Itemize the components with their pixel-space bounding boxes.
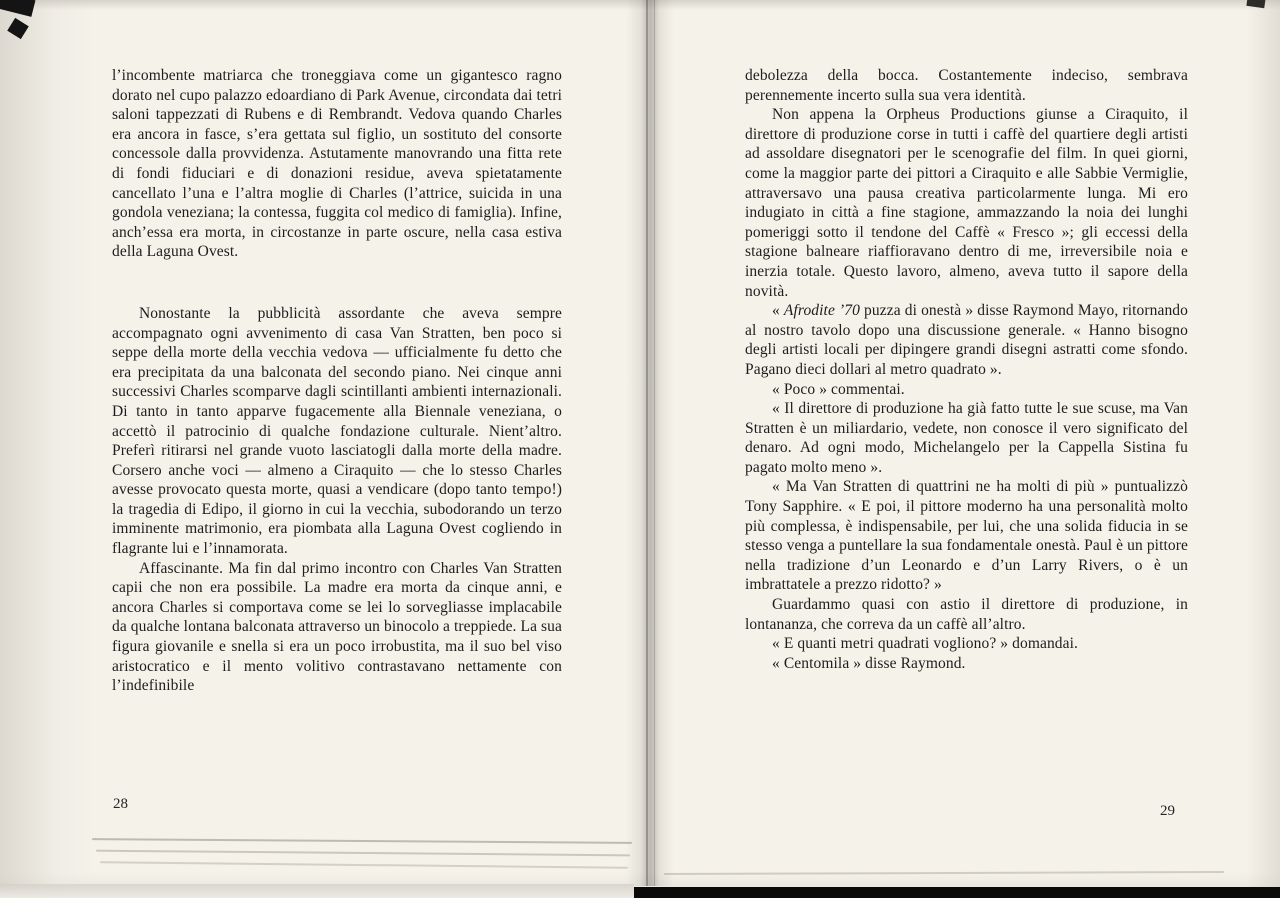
left-page-text [112,66,562,696]
left-page-number: 28 [113,796,128,812]
book-gutter-shadow [626,0,674,886]
right-page-number: 29 [1160,803,1175,819]
paragraph: l’incombente matriarca che troneggiava come un gigantesco ragno dorato nel cupo palazzo edoardiano di Park Avenue, circondata dai tetri saloni tappezzati di Rubens e di Rembrandt. Vedova quando Charles era ancora in fasce, s’era gettata sul figlio, un sostituto del consorte concessole dalla provvidenza. Astutamente manovrando una fitta rete di fondi fiduciari e di donazioni residue, aveva spietatamente cancellato l’una e l’altra moglie di Charles (l’attrice, suicida in una gondola veneziana; la contessa, fuggita col medico di famiglia). Infine, anch’essa era morta, in circostanze in parte oscure, nella casa estiva della Laguna Ovest. [112,67,562,261]
paragraph: Guardammo quasi con astio il direttore di produzione, in lontananza, che correva da un caffè all’altro. [745,596,1188,633]
paragraph: Non appena la Orpheus Productions giunse a Ciraquito, il direttore di produzione corse in tutti i caffè del quartiere degli artisti ad assoldare disegnatori per le scenografie del film. In quei giorni, come la maggior parte dei pittori a Ciraquito e alle Sabbie Vermiglie, attraversavo una pausa creativa particolarmente lunga. Mi ero indugiato in città a fine stagione, ammazzando la noia dei lunghi pomeriggi sotto il tendone del Caffè « Fresco »; gli eccessi della stagione balneare riaffioravano dentro di me, irreversibile noia e inerzia totale. Questo lavoro, almeno, aveva tutto il sapore della novità. [745,106,1188,300]
scan-artifact-corner-mark [7,18,29,39]
paragraph: « Poco » commentai. [772,380,905,398]
paragraph [745,301,1188,379]
paragraph: Nonostante la pubblicità assordante che aveva sempre accompagnato ogni avvenimento di casa Van Stratten, ben poco si seppe della morte della vecchia vedova — ufficialmente fu detto che era precipitata da una balconata del secondo piano. Nei cinque anni successivi Charles scomparve dagli scintillanti ambienti internazionali. Di tanto in tanto apparve fugacemente alla Biennale veneziana, o accettò il patrocinio di qualche fondazione culturale. Nient’altro. Preferì ritirarsi nel grande vuoto lasciatogli dalla morte della madre. Corsero anche voci — almeno a Ciraquito — che lo stesso Charles avesse provocato questa morte, quasi a vendicare (dopo tanto tempo!) la tragedia di Edipo, il giorno in cui la vecchia, subodorando un terzo imminente matrimonio, era piombata alla Laguna Ovest cogliendo in flagrante lui e l’innamorata. [112,304,562,558]
italic-title-text: Afrodite ’70 [783,302,860,320]
right-page-text [745,66,1188,673]
paragraph: « Ma Van Stratten di quattrini ne ha molti di più » puntualizzò Tony Sapphire. « E poi, il pittore moderno ha una personalità molto più complessa, è indispensabile, per lui, che una solida fiducia in se stesso venga a puntellare la sua fondamentale onestà. Paul è un pittore nella tradizione d’un Leonardo e d’un Larry Rivers, o è un imbrattatele a prezzo ridotto? » [745,478,1188,594]
scanner-bed-black-bar [634,887,1280,898]
paragraph-text: « [772,302,784,320]
paragraph: « Centomila » disse Raymond. [772,654,966,672]
gutter-crease-line [646,0,648,886]
scan-artifact-corner-mark [0,0,35,17]
paragraph: debolezza della bocca. Costantemente indeciso, sembrava perennemente incerto sulla sua vera identità. [745,67,1188,104]
gutter-crease-line [654,0,655,886]
paragraph: Affascinante. Ma fin dal primo incontro con Charles Van Stratten capii che non era possibile. La madre era morta da cinque anni, e ancora Charles si comportava come se lei lo sorvegliasse implacabile da qualche lontana balconata attraverso un binocolo a treppiede. La sua figura giovanile e snella si era un poco irrobustita, ma il suo bel viso aristocratico e il mento volitivo contrastavano nettamente con l’indefinibile [112,559,562,695]
paragraph: « E quanti metri quadrati vogliono? » domandai. [772,635,1079,653]
scan-bottom-shading [0,884,634,898]
paragraph-text: puzza di onestà » disse Raymond Mayo, ritornando al nostro tavolo dopo una discussione generale. « Hanno bisogno degli artisti locali per dipingere grandi disegni astratti come sfondo. Pagano dieci dollari al metro quadrato ». [745,302,1189,378]
paragraph: « Il direttore di produzione ha già fatto tutte le sue scuse, ma Van Stratten è un miliardario, vedete, non conosce il vero significato del denaro. Ad ogni modo, Michelangelo per la Cappella Sistina fu pagato molto meno ». [745,400,1188,476]
